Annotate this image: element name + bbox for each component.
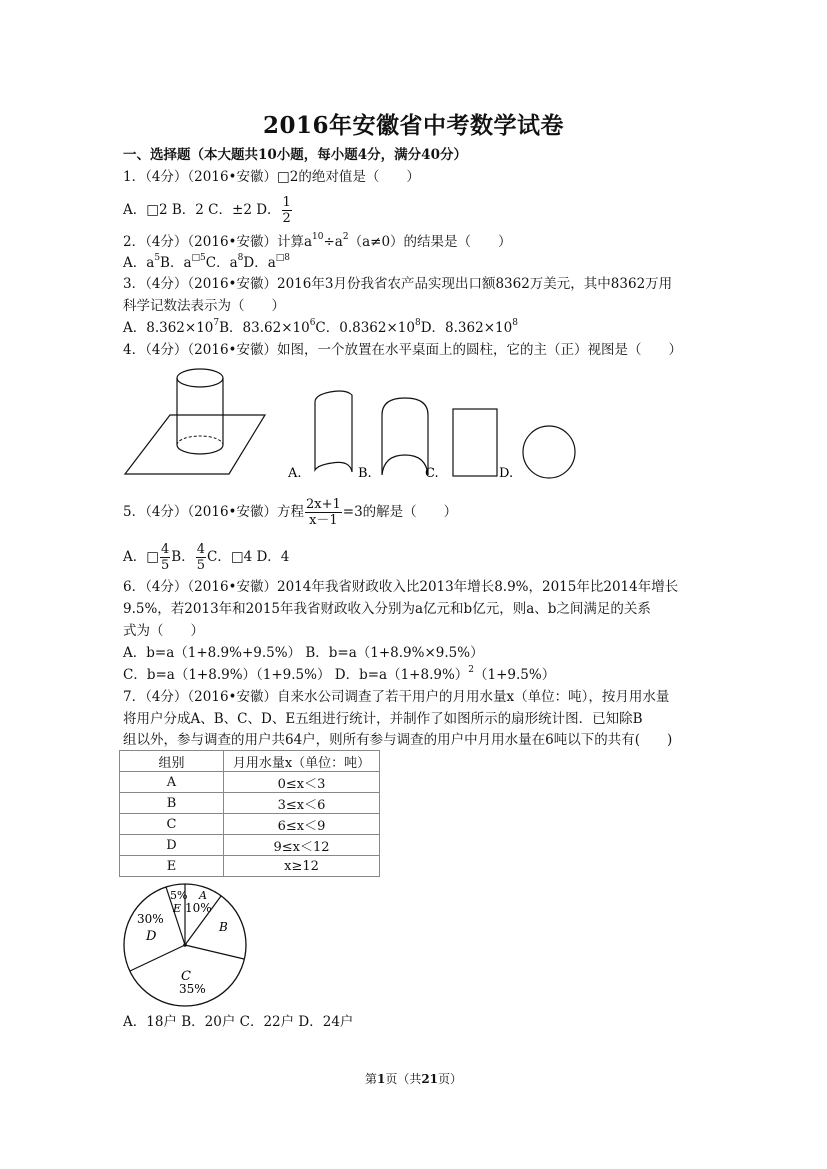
q6-option-d-tail: （1+9.5%） [474,667,556,683]
q3-option-d: D．8.362×10 [420,320,513,336]
q3-option-c: C．0.8362×10 [315,320,415,336]
water-usage-table [119,750,380,877]
fraction-numerator: 2x+1 [306,497,341,512]
pie-d-label: D [146,929,157,944]
q3-option-b: B．83.62×10 [219,320,310,336]
table-cell: 9≤x＜12 [224,835,380,856]
footer-text: 第 [364,1072,377,1086]
q5-option-b-fraction [196,542,206,573]
fraction-numerator: 1 [282,195,291,210]
q2-stem-part: ÷a [323,234,343,250]
table-cell: D [120,835,224,856]
table-plane [125,415,265,474]
q2-option-c: C．a [205,255,238,271]
q2-option-d: D．a [243,255,276,271]
table-cell: x≥12 [224,856,380,877]
pie-b-label: B [219,920,228,934]
option-b-label: B. [358,466,372,481]
pie-chart [118,880,253,1010]
table-cell: C [120,814,224,835]
question-4-stem: 4．（4分）（2016•安徽）如图，一个放置在水平桌面上的圆柱，它的主（正）视图是（ ） [123,342,682,358]
q3-exponent: 8 [414,317,421,328]
footer-total-pages: 21 [421,1072,439,1086]
question-3-stem-line2: 科学记数法表示为（ ） [123,298,285,314]
table-cell: 3≤x＜6 [224,793,380,814]
q2-exponent: 8 [237,252,244,263]
option-c-shape [453,409,497,476]
table-cell: A [120,772,224,793]
question-7-stem-line3: 组以外，参与调查的用户共64户，则所有参与调查的用户中月用水量在6吨以下的共有( ) [123,732,673,748]
q5-option-c-d: C．□4 D．4 [207,549,290,565]
question-7-options: A．18户 B．20户 C．22户 D．24户 [123,1014,354,1030]
fraction-numerator: 4 [161,542,170,557]
table-cell: E [120,856,224,877]
footer-text: 页（共 [385,1072,422,1086]
q2-stem-part: （a≠0）的结果是（ ） [348,234,512,250]
q2-exponent: 2 [342,231,349,242]
footer-text: 页） [438,1072,463,1086]
fraction-denominator: 2 [282,211,291,226]
q2-exponent: □5 [191,252,206,263]
question-7-stem-line2: 将用户分成A、B、C、D、E五组进行统计，并制作了如图所示的扇形统计图．已知除B [123,711,643,727]
pie-a-pct: 10% [185,901,212,915]
q6-option-c-d: C．b=a（1+8.9%）（1+9.5%） D．b=a（1+8.9%） [123,667,469,683]
option-b-shape [382,398,428,475]
q6-exponent: 2 [468,664,475,675]
option-d-shape [523,426,575,478]
fraction-denominator: 5 [196,558,205,573]
pie-e-label: E [173,902,182,915]
question-5-options [123,542,289,573]
question-2-stem [123,233,512,251]
fraction-denominator: x－1 [309,513,338,528]
table-cell: B [120,793,224,814]
table-row [120,772,380,793]
table-row [120,856,380,877]
table-cell: 6≤x＜9 [224,814,380,835]
question-4-figure [120,360,590,485]
question-6-options-line2 [123,666,555,684]
q3-exponent: 6 [309,317,316,328]
q3-exponent: 8 [512,317,518,328]
question-6-options-line1: A．b=a（1+8.9%+9.5%） B．b=a（1+8.9%×9.5%） [123,645,484,661]
fraction-denominator: 5 [161,558,170,573]
q2-option-a: A．a [123,255,155,271]
question-1-fraction [282,195,292,226]
fraction-numerator: 4 [196,542,205,557]
table-cell: 0≤x＜3 [224,772,380,793]
pie-e-pct: 5% [170,889,188,902]
table-header-cell: 组别 [120,751,224,772]
option-a-label: A. [288,466,302,481]
question-6-stem-line1: 6．（4分）（2016•安徽）2014年我省财政收入比2013年增长8.9%，2015年比2014年增长 [123,579,679,595]
section-heading: 一、选择题（本大题共10小题，每小题4分，满分40分） [123,147,467,163]
q5-stem-part: =3的解是（ ） [342,504,458,520]
pie-c-pct: 35% [179,982,206,996]
question-6-stem-line3: 式为（ ） [123,623,204,639]
table-header-row [120,751,380,772]
q2-exponent: 5 [154,252,161,263]
q2-stem-part: 2．（4分）（2016•安徽）计算a [123,234,313,250]
q3-option-a: A．8.362×10 [123,320,214,336]
table-row [120,793,380,814]
table-header-cell: 月用水量x（单位：吨） [224,751,380,772]
footer-page-number: 1 [376,1072,386,1086]
q5-stem-part: 5．（4分）（2016•安徽）方程 [123,504,304,520]
q5-option-a: A．□ [123,549,160,565]
question-5-stem [123,497,457,528]
q2-exponent: 10 [312,231,324,242]
q2-exponent: □8 [275,252,290,263]
q5-option-b: B． [171,549,195,565]
q5-option-a-fraction [160,542,170,573]
question-1-stem: 1．（4分）（2016•安徽）□2的绝对值是（ ） [123,169,420,185]
pie-divider [130,945,185,971]
question-7-stem-line1: 7．（4分）（2016•安徽）自来水公司调查了若干用户的月用水量x（单位：吨），按月用水量 [123,689,670,705]
option-a-shape [315,391,352,472]
q3-exponent: 7 [213,317,220,328]
page-footer [0,1070,827,1087]
option-c-label: C. [425,466,439,481]
page-title: 2016年安徽省中考数学试卷 [262,112,564,139]
question-2-options [123,254,290,272]
table-row [120,835,380,856]
question-1-options [123,195,293,226]
question-3-stem-line1: 3．（4分）（2016•安徽）2016年3月份我省农产品实现出口额8362万美元，其中8362万用 [123,276,673,292]
pie-divider [185,945,244,959]
question-5-fraction [305,497,342,528]
option-d-label: D. [499,466,514,481]
pie-d-pct: 30% [137,912,164,926]
pie-center [183,943,187,947]
question-1-options-text: A．□2 B．2 C．±2 D． [123,202,281,218]
pie-a-label: A [199,889,207,902]
pie-c-label: C [181,969,191,984]
cylinder-icon [177,369,223,454]
q2-option-b: B．a [160,255,192,271]
table-row [120,814,380,835]
question-3-options [123,319,518,337]
question-6-stem-line2: 9.5%，若2013年和2015年我省财政收入分别为a亿元和b亿元，则a、b之间满足的关系 [123,601,651,617]
